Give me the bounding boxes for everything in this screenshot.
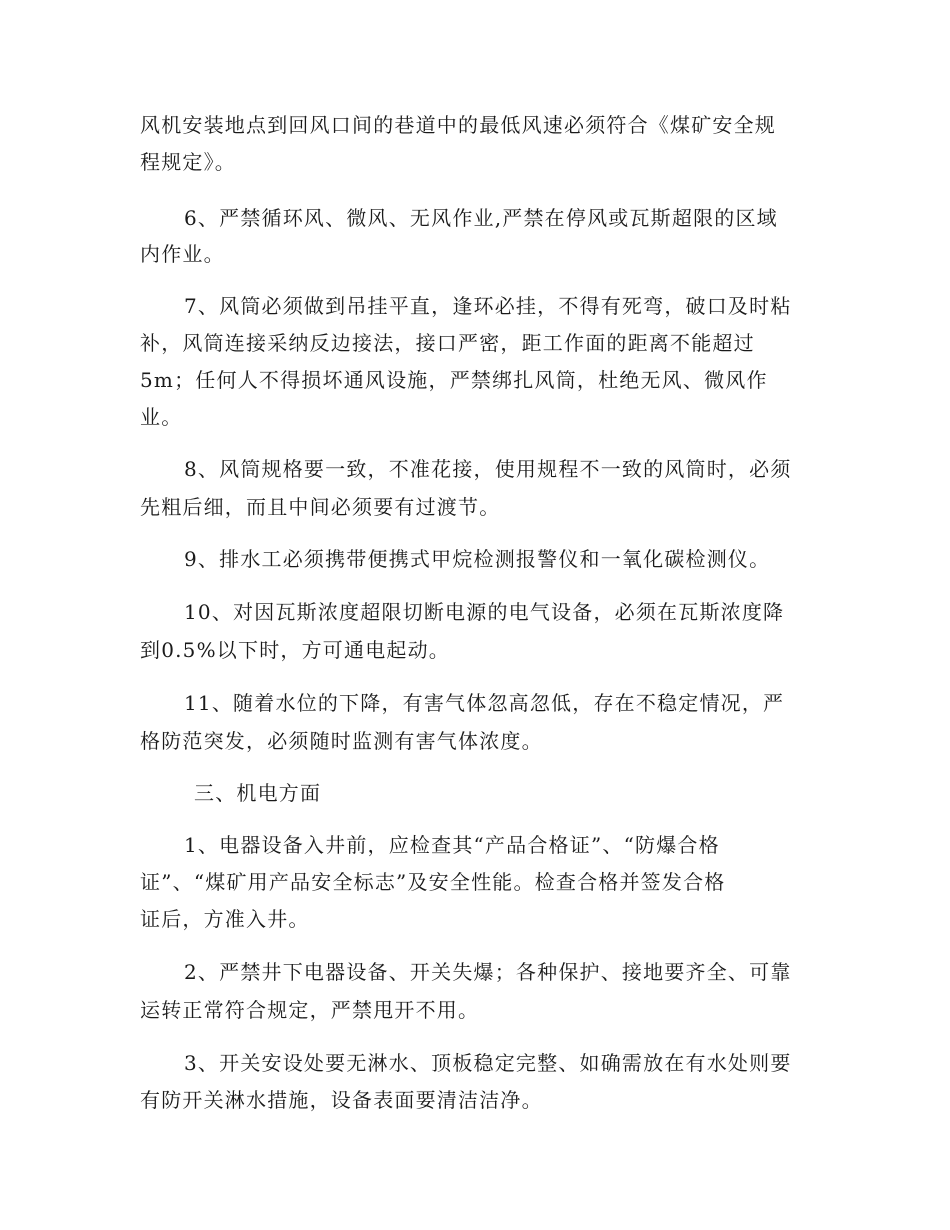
paragraph-e2-line-2: 运转正常符合规定，严禁甩开不用。 — [140, 998, 480, 1022]
paragraph-7-line-4: 业。 — [140, 405, 183, 429]
paragraph-e3-line-1: 3、开关安设处要无淋水、顶板稳定完整、如确需放在有水处则要 — [184, 1051, 792, 1075]
paragraph-e1-line-3: 证后，方准入井。 — [140, 907, 310, 931]
paragraph-11-line-2: 格防范突发，必须随时监测有害气体浓度。 — [140, 729, 543, 753]
paragraph-e3-line-2: 有防开关淋水措施，设备表面要清洁洁净。 — [140, 1088, 543, 1112]
paragraph-6-line-2: 内作业。 — [140, 242, 225, 266]
section-heading: 三、机电方面 — [194, 781, 322, 805]
paragraph-e1-line-1: 1、电器设备入井前，应检查其“产品合格证”、“防爆合格 — [184, 833, 720, 857]
paragraph-7-line-2: 补，风筒连接采纳反边接法，接口严密，距工作面的距离不能超过 — [140, 331, 755, 355]
paragraph-10-line-2: 到0.5%以下时，方可通电起动。 — [140, 638, 451, 662]
paragraph-e1-line-2: 证”、“煤矿用产品安全标志”及安全性能。检查合格并签发合格 — [140, 870, 726, 894]
paragraph-10-line-1: 10、对因瓦斯浓度超限切断电源的电气设备，必须在瓦斯浓度降 — [184, 600, 785, 624]
text-line: 风机安装地点到回风口间的巷道中的最低风速必须符合《煤矿安全规 — [140, 113, 776, 137]
paragraph-7-line-3: 5m；任何人不得损坏通风设施，严禁绑扎风筒，杜绝无风、微风作 — [140, 368, 768, 392]
paragraph-8-line-2: 先粗后细，而且中间必须要有过渡节。 — [140, 495, 501, 519]
paragraph-e2-line-1: 2、严禁井下电器设备、开关失爆；各种保护、接地要齐全、可靠 — [184, 960, 792, 984]
paragraph-11-line-1: 11、随着水位的下降，有害气体忽高忽低，存在不稳定情况，严 — [184, 691, 785, 715]
paragraph-7-line-1: 7、风筒必须做到吊挂平直，逢环必挂，不得有死弯，破口及时粘 — [184, 294, 792, 318]
paragraph-8-line-1: 8、风筒规格要一致，不准花接，使用规程不一致的风筒时，必须 — [184, 457, 792, 481]
paragraph-6-line-1: 6、严禁循环风、微风、无风作业,严禁在停风或瓦斯超限的区域 — [184, 206, 778, 230]
text-line: 程规定》。 — [140, 150, 236, 174]
paragraph-9-line-1: 9、排水工必须携带便携式甲烷检测报警仪和一氧化碳检测仪。 — [184, 547, 771, 571]
